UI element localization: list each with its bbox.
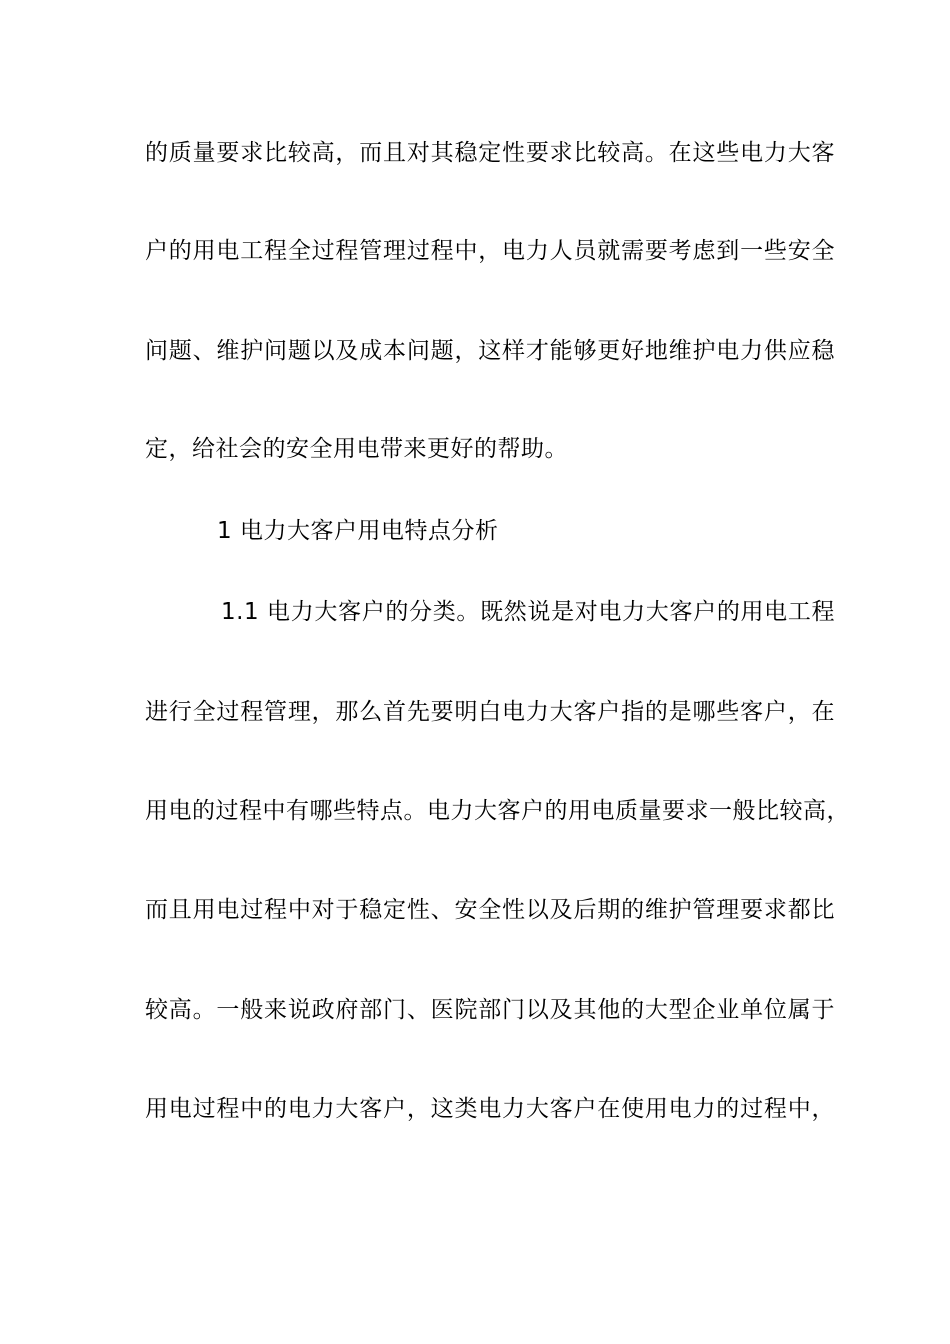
subsection-first-line: 1.1 电力大客户的分类。既然说是对电力大客户的用电工程 xyxy=(221,599,835,625)
paragraph-line: 定，给社会的安全用电带来更好的帮助。 xyxy=(145,436,568,462)
paragraph-line: 而且用电过程中对于稳定性、安全性以及后期的维护管理要求都比 xyxy=(145,897,835,923)
paragraph-line: 户的用电工程全过程管理过程中，电力人员就需要考虑到一些安全 xyxy=(145,238,835,264)
section-heading: 1 电力大客户用电特点分析 xyxy=(217,518,499,544)
paragraph-line: 较高。一般来说政府部门、医院部门以及其他的大型企业单位属于 xyxy=(145,997,835,1023)
paragraph-line: 进行全过程管理，那么首先要明白电力大客户指的是哪些客户，在 xyxy=(145,699,835,725)
paragraph-line: 的质量要求比较高，而且对其稳定性要求比较高。在这些电力大客 xyxy=(145,140,835,166)
paragraph-line: 用电的过程中有哪些特点。电力大客户的用电质量要求一般比较高， xyxy=(145,798,850,824)
paragraph-line: 问题、维护问题以及成本问题，这样才能够更好地维护电力供应稳 xyxy=(145,338,835,364)
paragraph-line: 用电过程中的电力大客户，这类电力大客户在使用电力的过程中， xyxy=(145,1096,835,1122)
